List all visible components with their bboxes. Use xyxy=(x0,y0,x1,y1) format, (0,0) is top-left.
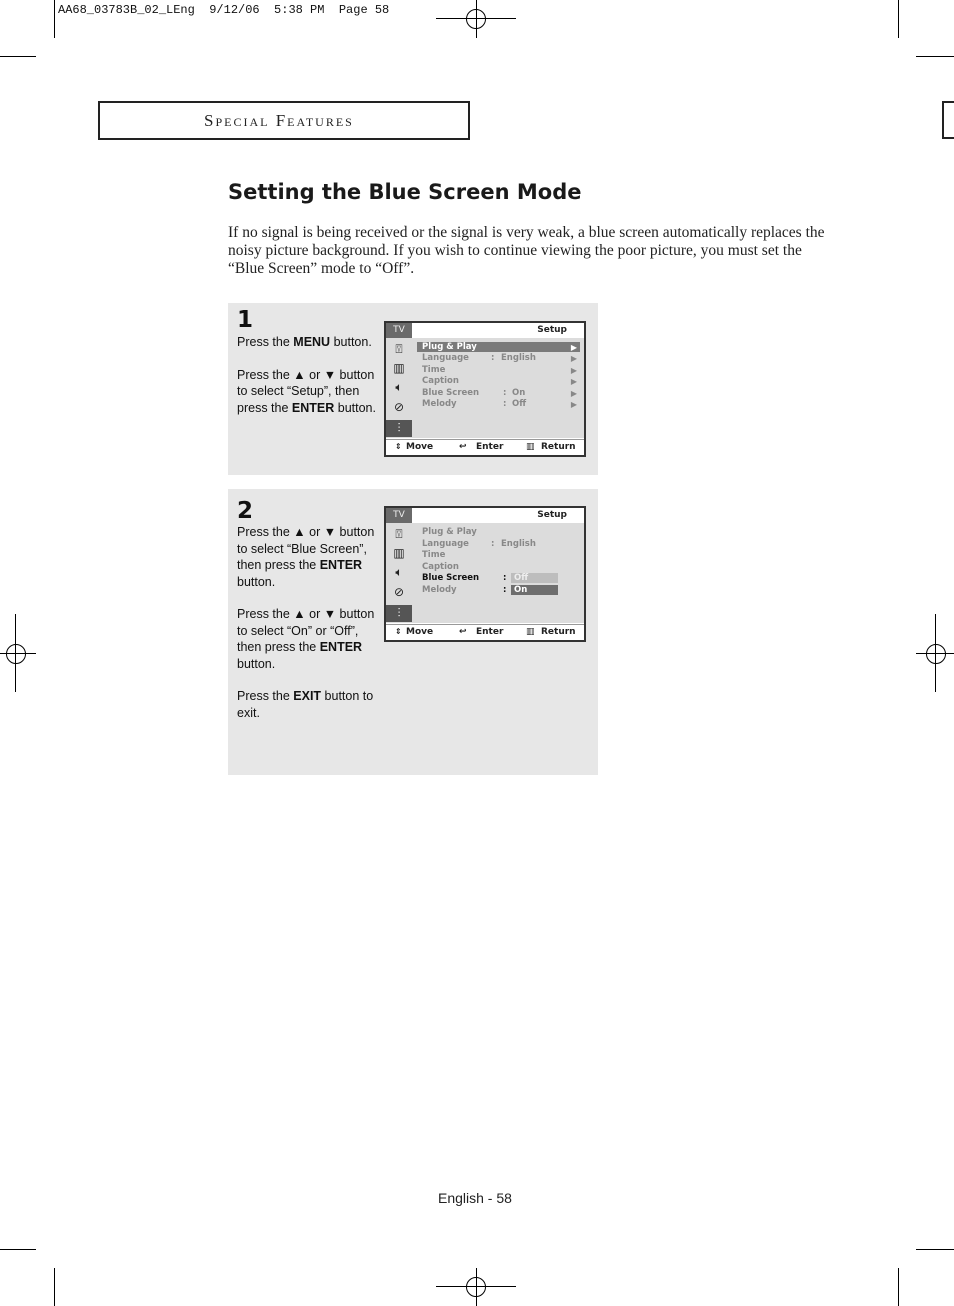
osd-tv-label: TV xyxy=(386,323,412,338)
option-off[interactable]: Off xyxy=(511,573,558,583)
instruction: Press the EXIT button to exit. xyxy=(237,689,374,720)
instruction: Press the MENU button. xyxy=(237,335,372,349)
registration-line xyxy=(0,653,36,654)
instruction: Press the ▲ or ▼ button to select “On” or “Off”, then press the ENTER button. xyxy=(237,607,375,671)
colon: : xyxy=(503,585,507,595)
value-language: English xyxy=(501,539,536,549)
arrow-right-icon: ▶ xyxy=(570,366,577,375)
menu-item-plug-play: Plug & Play xyxy=(422,342,477,352)
picture-icon: ⍔ xyxy=(395,342,403,356)
section-header: Special Features xyxy=(204,111,354,130)
enter-icon: ↩ xyxy=(459,442,467,452)
osd-footer xyxy=(386,439,584,455)
crop-mark xyxy=(54,1268,55,1306)
arrow-right-icon: ▶ xyxy=(570,400,577,409)
crop-mark xyxy=(0,56,36,57)
print-slug: AA68_03783B_02_LEng 9/12/06 5:38 PM Page 58 xyxy=(58,3,390,17)
step-2-instructions xyxy=(237,524,377,737)
menu-item-blue-screen: Blue Screen xyxy=(422,388,480,398)
antenna-icon: ⊘ xyxy=(393,400,405,414)
option-on[interactable]: On xyxy=(511,585,558,595)
crop-mark xyxy=(0,1249,36,1250)
antenna-icon: ⊘ xyxy=(393,585,405,599)
osd-icon-sidebar xyxy=(386,523,412,623)
menu-item-melody: Melody xyxy=(422,399,457,409)
colon: : xyxy=(491,539,495,549)
setup-icon: ⫶ xyxy=(386,420,412,437)
registration-line xyxy=(476,1268,477,1306)
osd-menu-list xyxy=(412,523,584,623)
value-blue-screen: On xyxy=(512,388,526,398)
step-number: 2 xyxy=(237,498,254,524)
osd-tv-label: TV xyxy=(386,508,412,523)
move-icon: ⇕ xyxy=(395,442,402,451)
osd-setup-menu xyxy=(384,321,586,457)
osd-header xyxy=(412,323,584,338)
osd-header xyxy=(412,508,584,523)
menu-item-time: Time xyxy=(422,365,446,375)
osd-footer xyxy=(386,624,584,640)
intro-paragraph: If no signal is being received or the signal is very weak, a blue screen automatically replaces the noisy picture background. If you wish to continue viewing the poor picture, you must set the “Blue Screen” mode to “Off”. xyxy=(228,224,825,277)
footer-enter: Enter xyxy=(476,442,504,452)
footer-move: Move xyxy=(406,442,434,452)
footer-return: Return xyxy=(541,627,576,637)
return-icon: ▥ xyxy=(526,627,535,637)
menu-item-time: Time xyxy=(422,550,446,560)
colon: : xyxy=(491,353,495,363)
menu-item-plug-play: Plug & Play xyxy=(422,527,477,537)
arrow-right-icon: ▶ xyxy=(570,354,577,363)
crop-mark xyxy=(916,1249,954,1250)
value-language: English xyxy=(501,353,536,363)
enter-icon: ↩ xyxy=(459,627,467,637)
menu-item-melody: Melody xyxy=(422,585,457,595)
registration-mark xyxy=(926,644,946,664)
value-melody: Off xyxy=(512,399,527,409)
step-number: 1 xyxy=(237,307,254,333)
registration-line xyxy=(935,614,936,692)
crop-mark xyxy=(916,56,954,57)
return-icon: ▥ xyxy=(526,442,535,452)
crop-mark xyxy=(54,0,55,38)
move-icon: ⇕ xyxy=(395,627,402,636)
step-2-panel xyxy=(228,489,598,775)
menu-item-language: Language xyxy=(422,353,469,363)
footer-enter: Enter xyxy=(476,627,504,637)
registration-line xyxy=(476,0,477,38)
arrow-right-icon: ▶ xyxy=(570,377,577,386)
setup-icon: ⫶ xyxy=(386,605,412,622)
menu-item-caption: Caption xyxy=(422,376,459,386)
osd-icon-sidebar xyxy=(386,338,412,438)
osd-menu-title: Setup xyxy=(537,325,567,335)
sound-icon: 🔈︎ xyxy=(395,380,403,394)
section-tab-mark xyxy=(942,101,954,139)
registration-line xyxy=(15,614,16,692)
menu-item-language: Language xyxy=(422,539,469,549)
menu-item-blue-screen: Blue Screen xyxy=(422,573,480,583)
step-1-instructions xyxy=(237,334,377,432)
footer-return: Return xyxy=(541,442,576,452)
colon: : xyxy=(503,573,507,583)
section-header-box xyxy=(98,101,470,140)
registration-mark xyxy=(6,644,26,664)
sound-icon: 🔈︎ xyxy=(395,565,403,579)
footer-move: Move xyxy=(406,627,434,637)
page-number: English - 58 xyxy=(438,1190,512,1206)
instruction: Press the ▲ or ▼ button to select “Blue Screen”, then press the ENTER button. xyxy=(237,525,375,589)
page-title: Setting the Blue Screen Mode xyxy=(228,180,582,204)
crop-mark xyxy=(898,0,899,38)
step-1-panel xyxy=(228,303,598,475)
osd-menu-title: Setup xyxy=(537,510,567,520)
channel-icon: ▥ xyxy=(393,546,405,560)
instruction: Press the ▲ or ▼ button to select “Setup”, then press the ENTER button. xyxy=(237,367,376,415)
colon: : xyxy=(503,399,507,409)
osd-blue-screen-menu xyxy=(384,506,586,642)
osd-menu-list xyxy=(412,338,584,438)
colon: : xyxy=(503,388,507,398)
arrow-right-icon: ▶ xyxy=(570,389,577,398)
picture-icon: ⍔ xyxy=(395,527,403,541)
arrow-right-icon: ▶ xyxy=(570,343,577,352)
crop-mark xyxy=(898,1268,899,1306)
channel-icon: ▥ xyxy=(393,361,405,375)
menu-item-caption: Caption xyxy=(422,562,459,572)
